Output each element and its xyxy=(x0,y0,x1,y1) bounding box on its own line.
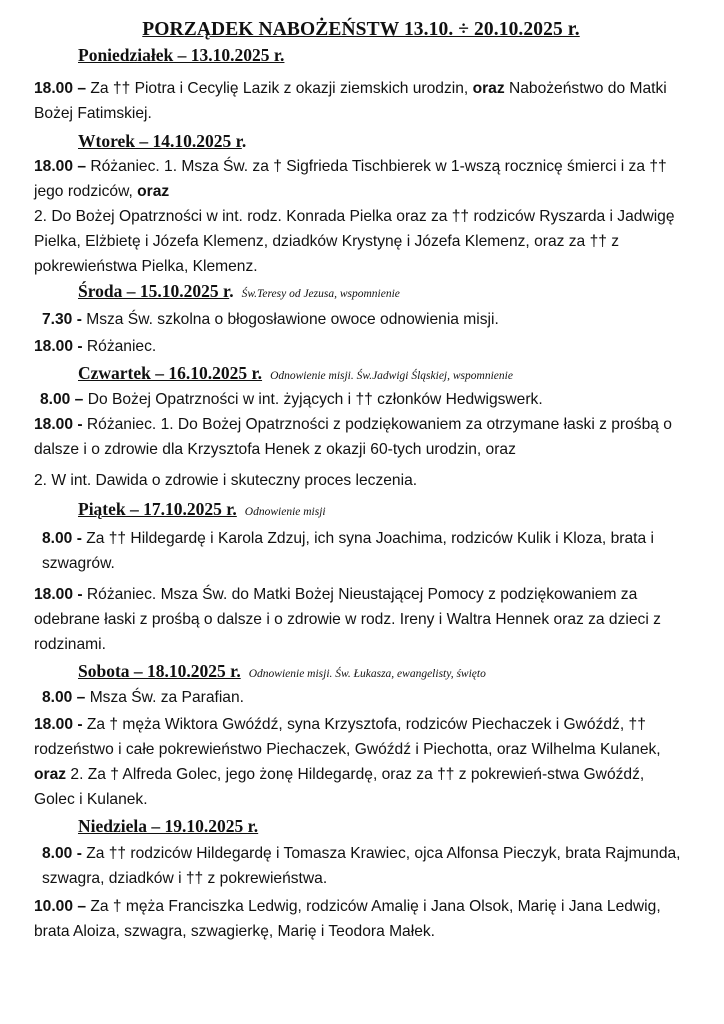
mass-time: 18.00 – xyxy=(34,158,87,175)
mass-intention: Za †† rodziców Hildegardę i Tomasza Krawiec, ojca Alfonsa Pieczyk, brata Rajmunda, szwagra, dziadków i †† z pokrewieństwa. xyxy=(42,845,681,887)
mass-intention: Nabożeństwo do Matki Bożej Fatimskiej. xyxy=(34,80,667,122)
mass-intention: 2. Za † Alfreda Golec, jego żonę Hildegardę, oraz za †† z pokrewień-stwa Gwóźdź, Golec i Kulanek. xyxy=(34,766,645,808)
day-date-thursday: Czwartek – 16.10.2025 r. xyxy=(78,363,263,383)
mass-intention: 2. Do Bożej Opatrzności w int. rodz. Konrada Pielka oraz za †† rodziców Ryszarda i Jadwigę Pielka, Elżbietę i Józefa Klemenz, dziadków Krystynę i Józefa Klemenz, oraz za †† z pokrewieństwa Pielka, Klemenz. xyxy=(34,208,675,275)
liturgical-note: Odnowienie misji. Św.Jadwigi Śląskiej, wspomnienie xyxy=(270,370,513,382)
mass-time: 8.00 – xyxy=(40,391,84,408)
mass-time: 18.00 xyxy=(34,716,74,733)
mass-separator: - xyxy=(73,416,87,433)
mass-separator: - xyxy=(73,338,87,355)
mass-time: 18.00 xyxy=(34,416,74,433)
mass-intention: Do Bożej Opatrzności w int. żyjących i †† członków Hedwigswerk. xyxy=(83,391,543,408)
page-title: PORZĄDEK NABOŻEŃSTW 13.10. ÷ 20.10.2025 r. xyxy=(142,19,580,40)
day-heading-tuesday xyxy=(78,130,688,152)
mass-intention: Msza Św. za Parafian. xyxy=(85,689,244,706)
mass-intention: Msza Św. szkolna o błogosławione owoce odnowienia misji. xyxy=(86,311,499,328)
liturgical-note: Św.Teresy od Jezusa, wspomnienie xyxy=(241,288,400,300)
mass-intention: Za †† Piotra i Cecylię Lazik z okazji ziemskich urodzin, xyxy=(86,80,473,97)
mass-intention: Różaniec. xyxy=(86,338,157,355)
mass-conjunction: oraz xyxy=(34,766,67,783)
mass-intention: 2. W int. Dawida o zdrowie i skuteczny proces leczenia. xyxy=(34,472,418,489)
mass-entry xyxy=(34,841,688,891)
mass-intention: Różaniec. Msza Św. do Matki Bożej Nieustającej Pomocy z podziękowaniem za odebrane łaski z prośbą o dalsze i o zdrowie w rodz. Ireny i Waltra Hennek oraz za dzieci z rodzinami. xyxy=(34,586,661,653)
mass-entry xyxy=(34,387,688,412)
day-heading-friday xyxy=(78,498,688,523)
mass-conjunction: oraz xyxy=(137,183,170,200)
day-suffix: . xyxy=(229,281,234,301)
mass-time: 7.30 xyxy=(42,311,73,328)
day-date-tuesday: Wtorek – 14.10.2025 r xyxy=(78,131,242,151)
mass-intention: Za †† Hildegardę i Karola Zdzuj, ich syna Joachima, rodziców Kulik i Kloza, brata i szwagrów. xyxy=(42,530,654,572)
mass-time: 10.00 – xyxy=(34,898,87,915)
day-heading-saturday xyxy=(78,660,688,685)
day-heading-monday xyxy=(78,44,688,66)
day-suffix: . xyxy=(241,131,247,151)
liturgical-note: Odnowienie misji. Św. Łukasza, ewangelisty, święto xyxy=(248,668,486,680)
mass-entry xyxy=(34,204,688,279)
mass-intention: Za † męża Wiktora Gwóźdź, syna Krzysztofa, rodziców Piechaczek i Gwóźdź, †† rodzeństwo i całe pokrewieństwo Piechaczek, Gwóźdź i Piechotta, oraz Wilhelma Kulanek, xyxy=(34,716,661,758)
mass-intention: Za † męża Franciszka Ledwig, rodziców Amalię i Jana Olsok, Marię i Jana Ledwig, brata Aloiza, szwagra, szwagierkę, Marię i Teodora Małek. xyxy=(34,898,661,940)
day-heading-wednesday xyxy=(78,280,688,305)
mass-time: 8.00 xyxy=(42,530,73,547)
day-date-sunday: Niedziela – 19.10.2025 r. xyxy=(78,816,259,836)
day-date-friday: Piątek – 17.10.2025 r. xyxy=(78,499,237,519)
mass-time: 8.00 – xyxy=(42,689,86,706)
mass-separator: - xyxy=(72,530,87,547)
day-date-saturday: Sobota – 18.10.2025 r. xyxy=(78,661,241,681)
day-heading-sunday xyxy=(78,815,688,837)
mass-separator: - xyxy=(73,586,87,603)
mass-intention: Różaniec. 1. Do Bożej Opatrzności z podziękowaniem za otrzymane łaski z prośbą o dalsze i o zdrowie dla Krzysztofa Henek z okazji 60-tych urodzin, oraz xyxy=(34,416,672,458)
mass-time: 18.00 xyxy=(34,586,74,603)
mass-entry xyxy=(34,76,688,126)
mass-entry xyxy=(34,307,688,332)
mass-intention: Różaniec. 1. Msza Św. za † Sigfrieda Tischbierek w 1-wszą rocznicę śmierci i za †† jego rodziców, xyxy=(34,158,667,200)
mass-entry xyxy=(34,468,688,493)
mass-time: 18.00 xyxy=(34,338,74,355)
mass-entry xyxy=(34,712,688,812)
mass-separator: - xyxy=(73,716,87,733)
mass-entry xyxy=(34,412,688,462)
mass-entry xyxy=(34,154,688,204)
day-date-wednesday: Środa – 15.10.2025 r xyxy=(78,281,230,301)
day-date-monday: Poniedziałek – 13.10.2025 r. xyxy=(78,45,285,65)
mass-conjunction: oraz xyxy=(472,80,505,97)
mass-separator: - xyxy=(72,845,87,862)
mass-separator: - xyxy=(72,311,87,328)
mass-time: 18.00 – xyxy=(34,80,87,97)
mass-entry xyxy=(34,894,688,944)
mass-time: 8.00 xyxy=(42,845,73,862)
mass-entry xyxy=(34,526,688,576)
mass-entry xyxy=(34,685,688,710)
mass-entry xyxy=(34,334,688,359)
day-heading-thursday xyxy=(78,362,688,387)
mass-entry xyxy=(34,582,688,657)
liturgical-note: Odnowienie misji xyxy=(244,506,326,518)
